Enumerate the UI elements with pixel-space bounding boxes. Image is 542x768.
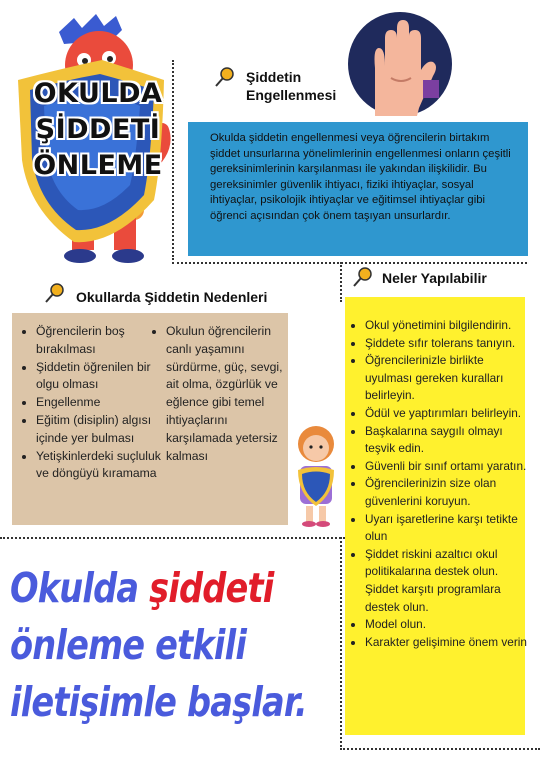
slogan-line-2: önleme etkili [10,621,247,669]
section-heading-prevention [246,68,336,104]
actions-list [351,317,531,651]
divider-vertical-lower [340,537,342,747]
pushpin-icon [44,282,66,304]
divider-horizontal-middle [172,262,527,264]
list-item: • Güvenli bir sınıf ortamı yaratın. [365,458,531,476]
list-item: • Okulun öğrencilerin canlı yaşamını sürdürme, güç, sevgi, ait olma, özgürlük ve eğlence gibi temel ihtiyaçlarını karşılamada yetersiz kalması [166,323,296,465]
list-item: • Engellenme [36,394,164,412]
slogan [10,560,307,731]
divider-horizontal-bottom [340,748,540,750]
hero-title-line: ŞİDDETİ [35,114,161,145]
list-item: • Şiddete sıfır tolerans tanıyın. [365,335,531,353]
causes-list-col1 [22,323,164,483]
heading-line: Engellenmesi [246,87,337,103]
girl-shield-illustration [290,422,342,530]
pushpin-icon [352,266,374,288]
list-item: • Model olun. [365,616,531,634]
slogan-line-1 [10,560,281,617]
causes-box [12,313,288,525]
slogan-highlight: şiddeti [149,564,274,612]
prevention-body-text: Okulda şiddetin engellenmesi veya öğrencilerin birtakım şiddet unsurlarına yönelimlerinin engellenmesi onların çeşitli gereksinimlerinin karşılanması ile yakından ilişkilidir. Bu gereksinimler güvenlik ihtiyacı, fiziki ihtiyaçlar, sosyal ihtiyaçlar, psikolojik ihtiyaçlar ve eğitimsel ihtiyaçlar gibi öğrenci açısından çok önem taşıyan unsurlardır. [210,132,511,222]
heading-line: Şiddetin [246,69,302,85]
list-item: • Uyarı işaretlerine karşı tetikte olun [365,511,531,546]
list-item: • Şiddet riskini azaltıcı okul politikalarına destek olun. Şiddet karşıtı programlara destek olun. [365,546,531,616]
section-heading-causes: Okullarda Şiddetin Nedenleri [76,289,268,305]
list-item: • Öğrencilerin boş bırakılması [36,323,164,359]
list-item: • Yetişkinlerdeki suçluluk ve döngüyü kıramama [36,448,164,484]
list-item: • Şiddetin öğrenilen bir olgu olması [36,359,164,395]
causes-list-col2 [152,323,296,465]
actions-box [345,297,525,735]
stop-hand-illustration [345,8,455,120]
list-item: • Karakter gelişimine önem verin [365,634,531,652]
pushpin-icon [214,66,236,88]
list-item: • Ödül ve yaptırımları belirleyin. [365,405,531,423]
slogan-line-3: iletişimle başlar. [10,678,307,726]
hero-title-line: OKULDA [33,78,163,109]
list-item: • Okul yönetimini bilgilendirin. [365,317,531,335]
hero-title-line: ÖNLEME [33,150,163,181]
section-heading-actions: Neler Yapılabilir [382,270,487,286]
divider-vertical-right [340,262,342,302]
list-item: • Eğitim (disiplin) algısı içinde yer bulması [36,412,164,448]
list-item: • Başkalarına saygılı olmayı teşvik edin. [365,423,531,458]
list-item: • Öğrencilerinizin size olan güvenlerini koruyun. [365,475,531,510]
hero-title [18,76,178,184]
divider-horizontal-lower [0,537,345,539]
list-item: • Öğrencilerinizle birlikte uyulması gereken kuralları belirleyin. [365,352,531,405]
slogan-text: Okulda [10,564,150,612]
